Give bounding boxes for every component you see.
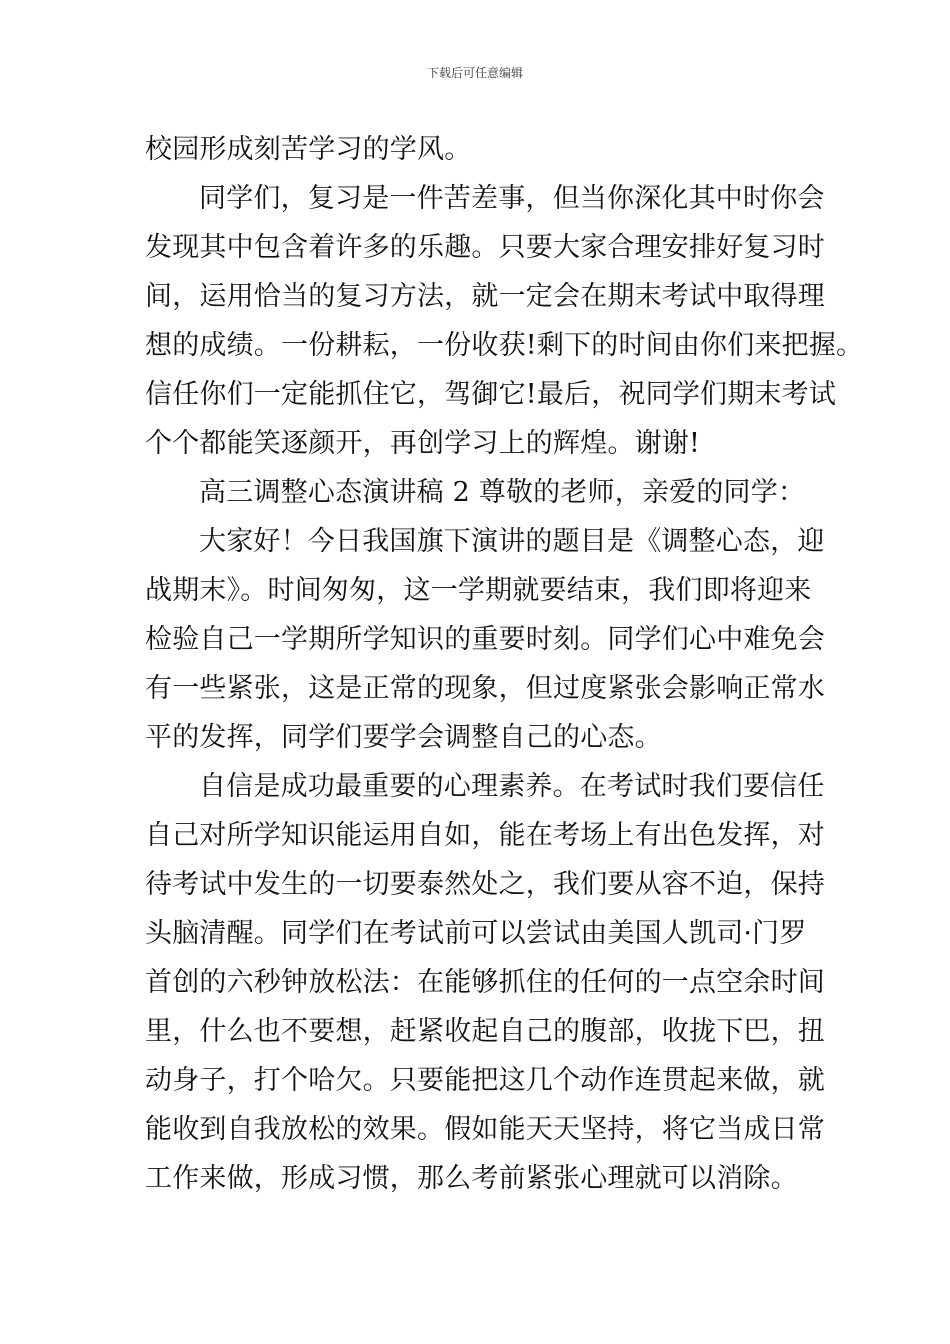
text-line: 有一些紧张，这是正常的现象，但过度紧张会影响正常水 (145, 673, 825, 704)
text-line: 首创的六秒钟放松法：在能够抓住的任何的一点空余时间 (145, 967, 825, 998)
text-line: 高三调整心态演讲稿 2 尊敬的老师，亲爱的同学： (199, 477, 806, 508)
paragraph-3-title (145, 468, 825, 517)
paragraph-5 (145, 762, 825, 1203)
text-line: 发现其中包含着许多的乐趣。只要大家合理安排好复习时 (145, 232, 825, 263)
text-line: 检验自己一学期所学知识的重要时刻。同学们心中难免会 (145, 624, 825, 655)
text-line: 想的成绩。一份耕耘，一份收获!剩下的时间由你们来把握。 (145, 330, 864, 361)
text-line: 同学们，复习是一件苦差事，但当你深化其中时你会 (199, 183, 825, 214)
text-line: 自己对所学知识能运用自如，能在考场上有出色发挥，对 (145, 820, 825, 851)
text-line: 能收到自我放松的效果。假如能天天坚持，将它当成日常 (145, 1114, 825, 1145)
text-line: 战期末》。时间匆匆，这一学期就要结束，我们即将迎来 (145, 575, 812, 606)
text-line: 待考试中发生的一切要泰然处之，我们要从容不迫，保持 (145, 869, 825, 900)
document-body (145, 125, 864, 1203)
page-header: 下载后可任意编辑 (426, 66, 523, 80)
text-line: 里，什么也不要想，赶紧收起自己的腹部，收拢下巴，扭 (145, 1016, 825, 1047)
paragraph-2 (145, 174, 864, 468)
paragraph-4 (145, 517, 825, 762)
text-line: 间，运用恰当的复习方法，就一定会在期末考试中取得理 (145, 281, 825, 312)
text-line: 动身子，打个哈欠。只要能把这几个动作连贯起来做，就 (145, 1065, 825, 1096)
text-line: 工作来做，形成习惯，那么考前紧张心理就可以消除。 (145, 1163, 798, 1194)
text-line: 校园形成刻苦学习的学风。 (145, 134, 472, 165)
text-line: 平的发挥，同学们要学会调整自己的心态。 (145, 722, 662, 753)
text-line: 信任你们一定能抓住它，驾御它!最后，祝同学们期末考试 (145, 379, 837, 410)
text-line: 大家好！今日我国旗下演讲的题目是《调整心态，迎 (199, 526, 825, 557)
paragraph-1 (145, 125, 825, 174)
text-line: 头脑清醒。同学们在考试前可以尝试由美国人凯司·门罗 (145, 918, 807, 949)
text-line: 自信是成功最重要的心理素养。在考试时我们要信任 (199, 771, 825, 802)
text-line: 个个都能笑逐颜开，再创学习上的辉煌。谢谢! (145, 428, 701, 459)
